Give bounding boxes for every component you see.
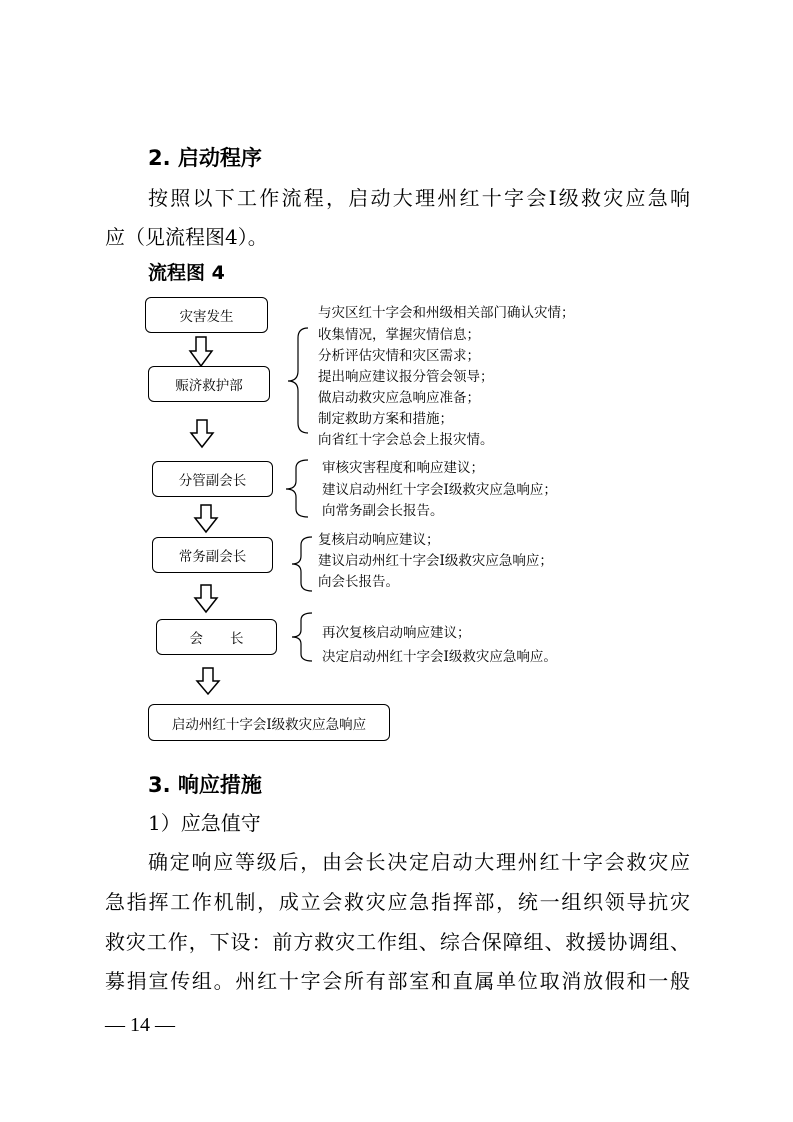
flow-note: 做启动救灾应急响应准备； <box>318 390 480 406</box>
flow-note: 与灾区红十字会和州级相关部门确认灾情； <box>318 305 575 321</box>
flow-note: 决定启动州红十字会Ⅰ级救灾应急响应。 <box>322 649 557 665</box>
flow-note: 复核启动响应建议； <box>318 532 440 548</box>
brace-group-3 <box>292 537 312 591</box>
paragraph-line: 救灾工作，下设：前方救灾工作组、综合保障组、救援协调组、 <box>105 930 690 954</box>
page-number: — 14 — <box>105 1014 175 1036</box>
down-arrow-icon <box>191 420 213 447</box>
flow-step-president: 会 长 <box>156 619 277 655</box>
down-arrow-icon <box>197 668 219 694</box>
flow-note: 提出响应建议报分管会领导； <box>318 369 494 385</box>
flow-note: 制定救助方案和措施； <box>318 411 453 427</box>
flow-note: 建议启动州红十字会Ⅰ级救灾应急响应； <box>322 482 557 498</box>
flow-step-disaster-occurs: 灾害发生 <box>145 297 268 333</box>
brace-group-2 <box>286 460 308 517</box>
flow-note: 分析评估灾情和灾区需求； <box>318 348 480 364</box>
section-heading-response-measures: 3. 响应措施 <box>148 773 262 797</box>
flow-step-launch-response: 启动州红十字会Ⅰ级救灾应急响应 <box>148 704 390 741</box>
down-arrow-icon <box>195 505 217 532</box>
flow-note: 审核灾害程度和响应建议； <box>322 460 484 476</box>
down-arrow-icon <box>195 585 217 612</box>
down-arrow-icon <box>190 337 212 366</box>
flow-note: 向会长报告。 <box>318 574 399 590</box>
section-heading-launch-procedure: 2. 启动程序 <box>148 146 262 170</box>
flow-note: 收集情况，掌握灾情信息； <box>318 327 480 343</box>
flow-note: 建议启动州红十字会Ⅰ级救灾应急响应； <box>318 553 553 569</box>
flow-note: 向省红十字会总会上报灾情。 <box>318 432 494 448</box>
paragraph-line: 急指挥工作机制，成立会救灾应急指挥部，统一组织领导抗灾 <box>105 890 690 914</box>
paragraph-line: 应（见流程图4）。 <box>105 225 268 249</box>
brace-group-4 <box>292 613 312 661</box>
brace-group-1 <box>288 328 308 433</box>
paragraph-line: 按照以下工作流程，启动大理州红十字会Ⅰ级救灾应急响 <box>148 186 690 210</box>
flow-step-relief-department: 赈济救护部 <box>148 366 270 402</box>
flow-step-vice-president: 分管副会长 <box>152 461 273 497</box>
subsection-heading-emergency-duty: 1）应急值守 <box>148 811 261 835</box>
paragraph-line: 确定响应等级后，由会长决定启动大理州红十字会救灾应 <box>148 850 690 874</box>
flow-step-executive-vice-president: 常务副会长 <box>152 537 273 573</box>
flow-note: 再次复核启动响应建议； <box>322 625 471 641</box>
paragraph-line: 募捐宣传组。州红十字会所有部室和直属单位取消放假和一般 <box>105 969 690 993</box>
flow-note: 向常务副会长报告。 <box>322 503 444 519</box>
figure-title: 流程图 4 <box>148 262 225 284</box>
